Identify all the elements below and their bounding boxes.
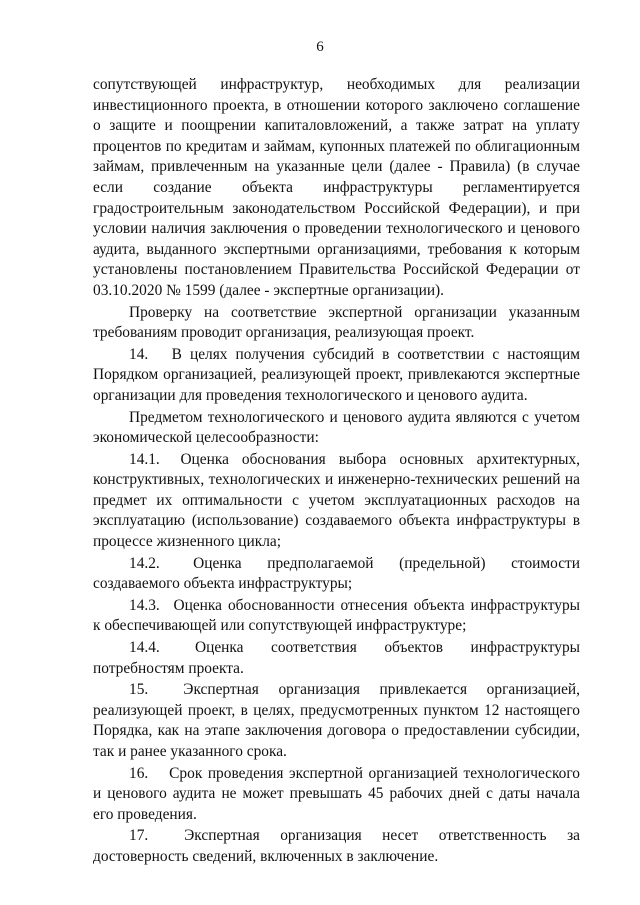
paragraph-item-17: 17. Экспертная организация несет ответственность за достоверность сведений, включенных в заключение.	[93, 827, 580, 865]
document-body	[93, 75, 580, 868]
paragraph-item-14-2: 14.2. Оценка предполагаемой (предельной) стоимости создаваемого объекта инфраструктуры;	[93, 554, 580, 593]
paragraph-continuation: сопутствующей инфраструктур, необходимых для реализации инвестиционного проекта, в отношении которого заключено соглашение о защите и поощрении капиталовложений, а также затрат на уплату процентов по кредитам и займам, купонных платежей по облигационным займам, привлеченным на указанные цели (далее - Правила) (в случае если создание объекта инфраструктуры регламентируется градостроительным законодательством Российской Федерации), и при условии наличия заключения о проведении технологического и ценового аудита, выданного экспертными организациями, требования к которым установлены постановлением Правительства Российской Федерации от 03.10.2020 № 1599 (далее - экспертные организации).	[93, 76, 580, 299]
paragraph-item-14-4: 14.4. Оценка соответствия объектов инфраструктуры потребностям проекта.	[93, 639, 580, 677]
paragraph-item-15: 15. Экспертная организация привлекается организацией, реализующей проект, в целях, предусмотренных пунктом 12 настоящего Порядка, как на этапе заключения договора о предоставлении субсидии, так и ранее указанного срока.	[93, 681, 580, 760]
paragraph-item-14-3: 14.3. Оценка обоснованности отнесения объекта инфраструктуры к обеспечивающей или сопутствующей инфраструктуре;	[93, 596, 580, 635]
page-number: 6	[316, 39, 324, 55]
paragraph-verification: Проверку на соответствие экспертной организации указанным требованиям проводит организация, реализующая проект.	[93, 303, 580, 342]
paragraph-item-14: 14. В целях получения субсидий в соответствии с настоящим Порядком организацией, реализующей проект, привлекаются экспертные организации для проведения технологического и ценового аудита.	[93, 345, 580, 404]
paragraph-item-14-1: 14.1. Оценка обоснования выбора основных архитектурных, конструктивных, технологических и инженерно-технических решений на предмет их оптимальности с учетом эксплуатационных расходов на эксплуатацию (использование) создаваемого объекта инфраструктуры в процессе жизненного цикла;	[93, 450, 580, 551]
paragraph-audit-subject: Предметом технологического и ценового аудита являются с учетом экономической целесообразности:	[93, 408, 580, 447]
paragraph-item-16: 16. Срок проведения экспертной организацией технологического и ценового аудита не может превышать 45 рабочих дней с даты начала его проведения.	[93, 764, 580, 823]
